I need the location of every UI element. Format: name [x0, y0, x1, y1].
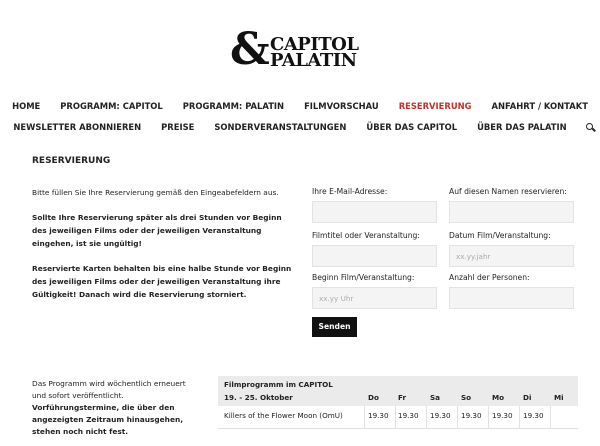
nav-ueber-palatin[interactable]: ÜBER DAS PALATIN: [477, 122, 567, 132]
column-divider: [364, 406, 365, 428]
date-label: Datum Film/Veranstaltung:: [449, 231, 551, 240]
showtime[interactable]: 19.30: [368, 411, 389, 420]
nav-sonderveranstaltungen[interactable]: SONDERVERANSTALTUNGEN: [214, 122, 347, 132]
name-field[interactable]: [449, 201, 574, 223]
table-row: [218, 406, 578, 429]
showtime[interactable]: 19.30: [523, 411, 544, 420]
email-field[interactable]: [312, 201, 437, 223]
column-divider: [395, 406, 396, 428]
program-note-line-a: Das Programm wird wöchentlich erneuert und sofort veröffentlicht.: [32, 379, 186, 400]
intro-paragraph-3: Reservierte Karten behalten bis eine halbe Stunde vor Beginn des jeweiligen Films oder der jeweiligen Veranstaltung ihre Gültigkeit! Danach wird die Reservierung storniert.: [32, 264, 292, 299]
day-header: Mo: [492, 393, 505, 402]
program-table: [218, 376, 578, 429]
day-header: Sa: [430, 393, 441, 402]
column-divider: [426, 406, 427, 428]
main-nav-row-2: [0, 122, 600, 132]
column-divider: [488, 406, 489, 428]
nav-filmvorschau[interactable]: FILMVORSCHAU: [304, 101, 379, 111]
day-header: So: [461, 393, 472, 402]
search-icon[interactable]: [585, 123, 597, 133]
program-table-header: [218, 376, 578, 406]
persons-field[interactable]: [449, 287, 574, 309]
logo-palatin: PALATIN: [270, 50, 357, 71]
intro-paragraph-1: Bitte füllen Sie Ihre Reservierung gemäß den Eingeabefeldern aus.: [32, 188, 279, 197]
email-label: Ihre E-Mail-Adresse:: [312, 187, 388, 196]
day-header: Do: [368, 393, 379, 402]
day-header: Fr: [398, 393, 406, 402]
time-label: Beginn Film/Veranstaltung:: [312, 273, 415, 282]
nav-programm-palatin[interactable]: PROGRAMM: PALATIN: [182, 101, 285, 111]
day-header: Mi: [554, 393, 564, 402]
nav-preise[interactable]: PREISE: [161, 122, 195, 132]
nav-home[interactable]: HOME: [12, 101, 41, 111]
intro-paragraph-2: Sollte Ihre Reservierung später als drei Stunden vor Beginn des jeweiligen Films oder der jeweiligen Veranstaltung eingehen, ist sie ungültig!: [32, 213, 282, 248]
program-note: [32, 378, 202, 438]
nav-programm-capitol[interactable]: PROGRAMM: CAPITOL: [60, 101, 163, 111]
logo-ampersand: &: [230, 24, 268, 75]
date-field[interactable]: xx.yy.jahr: [449, 245, 574, 267]
nav-anfahrt-kontakt[interactable]: ANFAHRT / KONTAKT: [491, 101, 588, 111]
time-field[interactable]: xx.yy Uhr: [312, 287, 437, 309]
program-note-line-b: Vorführungstermine, die über den angezeigten Zeitraum hinausgehen, stehen noch nicht fest.: [32, 403, 184, 436]
name-label: Auf diesen Namen reservieren:: [449, 187, 567, 196]
send-button[interactable]: Senden: [312, 317, 357, 337]
main-nav-row-1: [0, 101, 600, 111]
logo-capitol: CAPITOL: [270, 34, 359, 55]
logo[interactable]: [0, 24, 600, 75]
column-divider: [550, 406, 551, 428]
persons-label: Anzahl der Personen:: [449, 273, 530, 282]
nav-ueber-capitol[interactable]: ÜBER DAS CAPITOL: [366, 122, 458, 132]
showtime[interactable]: 19.30: [492, 411, 513, 420]
column-divider: [457, 406, 458, 428]
program-title: Filmprogramm im CAPITOL: [224, 380, 333, 389]
program-dates: 19. - 25. Oktober: [224, 393, 293, 402]
page-title: RESERVIERUNG: [32, 156, 111, 166]
intro-text: [32, 186, 294, 313]
column-divider: [519, 406, 520, 428]
showtime[interactable]: 19.30: [461, 411, 482, 420]
day-header: Di: [523, 393, 532, 402]
film-label: Filmtitel oder Veranstaltung:: [312, 231, 420, 240]
nav-reservierung[interactable]: RESERVIERUNG: [398, 101, 472, 111]
nav-newsletter[interactable]: NEWSLETTER ABONNIEREN: [13, 122, 142, 132]
showtime[interactable]: 19.30: [430, 411, 451, 420]
showtime[interactable]: 19.30: [398, 411, 419, 420]
film-field[interactable]: [312, 245, 437, 267]
film-title[interactable]: Killers of the Flower Moon (OmU): [224, 411, 343, 420]
